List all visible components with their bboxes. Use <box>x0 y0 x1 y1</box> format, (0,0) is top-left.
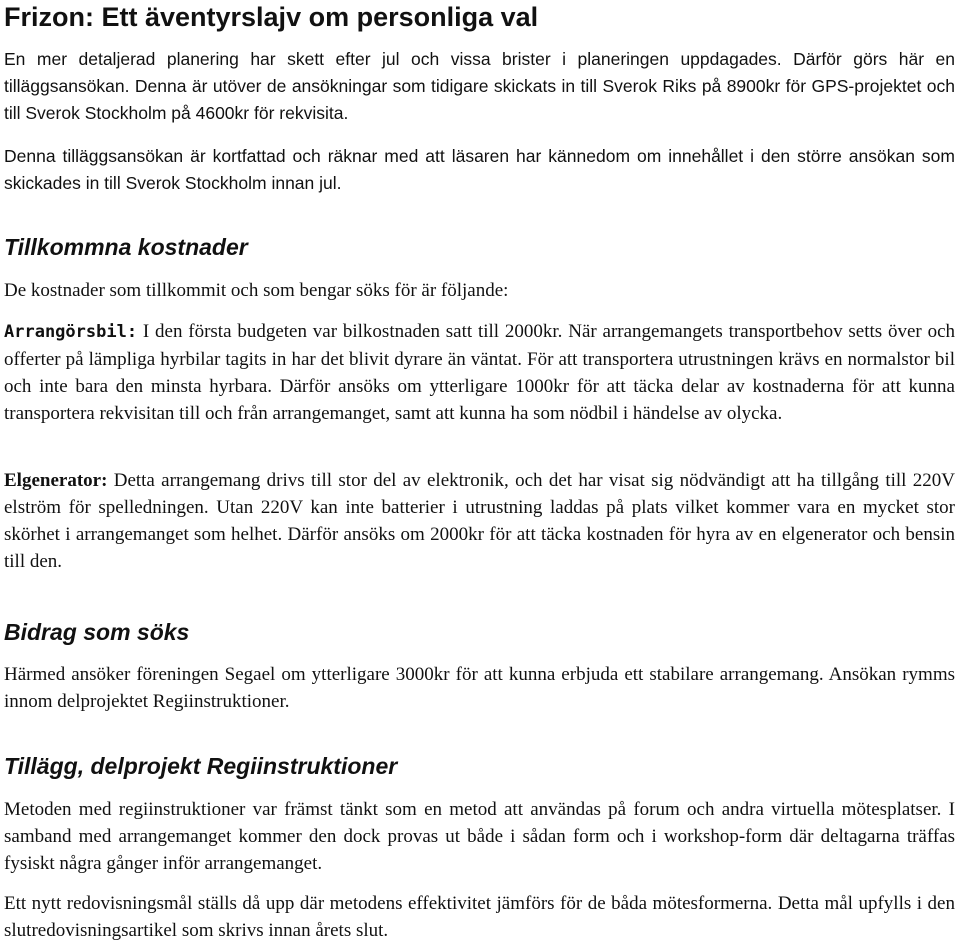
cost-item-text: I den första budgeten var bilkostnaden satt till 2000kr. När arrangemangets transportbehov setts över och offerter på lämpliga hyrbilar tagits in har det blivit dyrare än väntat. För att transportera utrustningen krävs en normalstor bil och inte bara den minsta hyrbara. Därför ansöks om ytterligare 1000kr för att täcka delar av kostnaderna för att kunna transportera rekvisitan till och från arrangemanget, samt att kunna ha som nödbil i händelse av olycka. <box>4 321 955 424</box>
section-heading-tillagg: Tillägg, delprojekt Regiinstruktioner <box>4 753 398 779</box>
cost-item-elgenerator <box>4 467 955 575</box>
section1-intro: De kostnader som tillkommit och som bengar söks för är följande: <box>4 280 509 301</box>
section-heading-tillkommna-kostnader: Tillkommna kostnader <box>4 234 248 260</box>
section2-paragraph: Härmed ansöker föreningen Segael om ytterligare 3000kr för att kunna erbjuda ett stabilare arrangemang. Ansökan rymms innom delprojektet Regiinstruktioner. <box>4 664 955 712</box>
cost-item-label: Arrangörsbil: <box>4 322 138 342</box>
cost-item-label: Elgenerator: <box>4 470 108 491</box>
cost-item-text: Detta arrangemang drivs till stor del av elektronik, och det har visat sig nödvändigt att ha tillgång till 220V elström för spelledningen. Utan 220V kan inte batterier i utrustning laddas på plats vilket kommer vara en mycket stor skörhet i arrangemanget som helhet. Därför ansöks om 2000kr för att täcka kostnaden för hyra av en elgenerator och bensin till den. <box>4 470 955 572</box>
section-heading-bidrag-som-soks: Bidrag som söks <box>4 619 190 645</box>
page-title: Frizon: Ett äventyrslajv om personliga val <box>4 2 539 32</box>
section3-paragraph-1: Metoden med regiinstruktioner var främst tänkt som en metod att användas på forum och andra virtuella mötesplatser. I samband med arrangemanget kommer den dock provas ut både i sådan form och i workshop-form där deltagarna träffas fysiskt några gånger inför arrangemanget. <box>4 799 955 874</box>
intro-paragraph-2: Denna tilläggsansökan är kortfattad och räknar med att läsaren har kännedom om innehållet i den större ansökan som skickades in till Sverok Stockholm innan jul. <box>4 146 955 193</box>
intro-paragraph-1: En mer detaljerad planering har skett efter jul och vissa brister i planeringen uppdagades. Därför görs här en tilläggsansökan. Denna är utöver de ansökningar som tidigare skickats in till Sverok Riks på 8900kr för GPS-projektet och till Sverok Stockholm på 4600kr för rekvisita. <box>4 49 955 123</box>
cost-item-arrangorsbil <box>4 318 955 427</box>
section3-paragraph-2: Ett nytt redovisningsmål ställs då upp där metodens effektivitet jämförs för de båda mötesformerna. Detta mål upfylls i den slutredovisningsartikel som skrivs innan årets slut. <box>4 893 955 941</box>
